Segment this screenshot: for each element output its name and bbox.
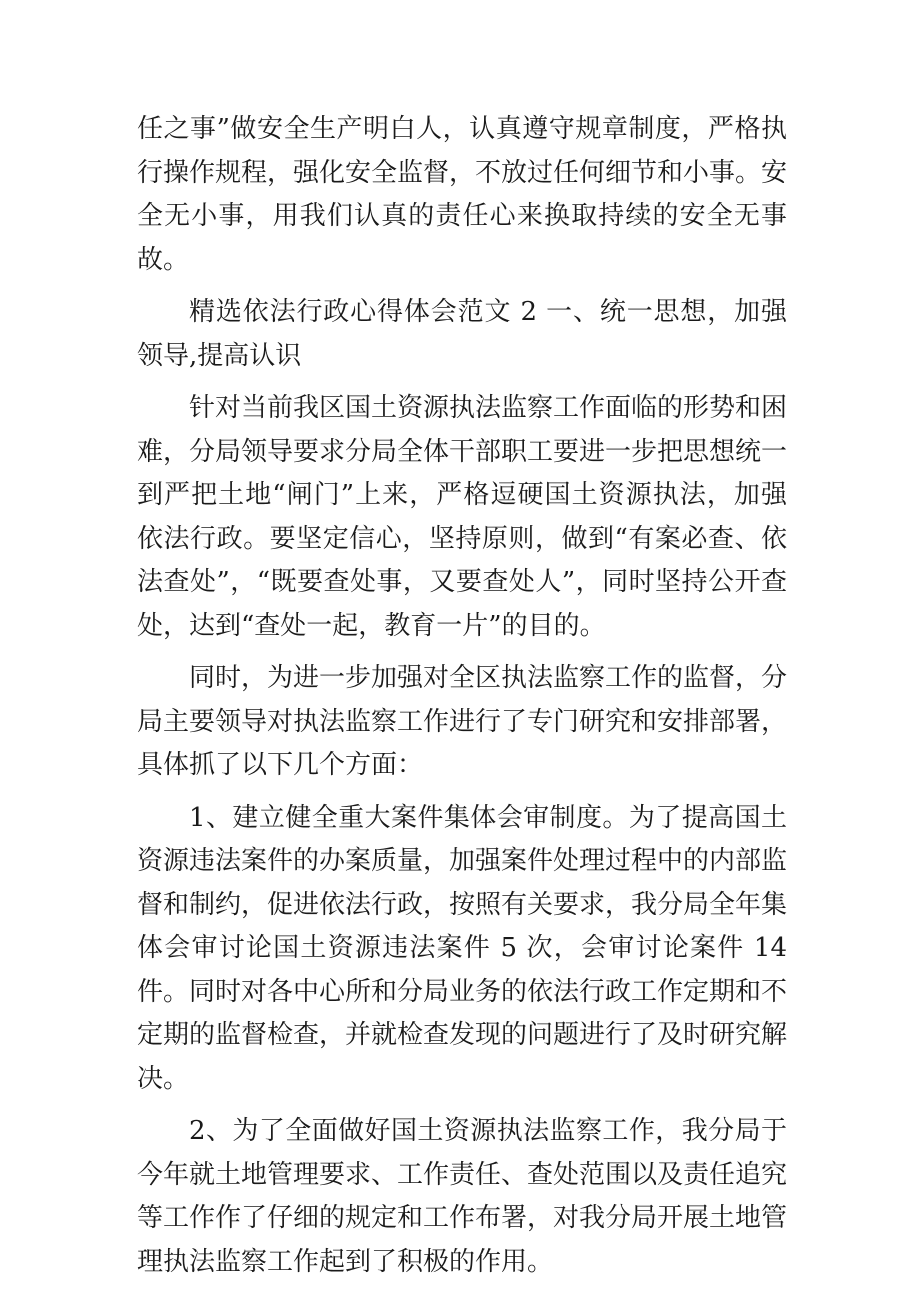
paragraph-continuation: 任之事”做安全生产明白人，认真遵守规章制度，严格执行操作规程，强化安全监督，不放过任何细节和小事。安全无小事，用我们认真的责任心来换取持续的安全无事故。	[137, 114, 788, 275]
paragraph-item-1: 1、建立健全重大案件集体会审制度。为了提高国土资源违法案件的办案质量，加强案件处理过程中的内部监督和制约，促进依法行政，按照有关要求，我分局全年集体会审讨论国土资源违法案件 5 次，会审讨论案件 14 件。同时对各中心所和分局业务的依法行政工作定期和不定期的监督检查，并就检查发现的问题进行了及时研究解决。	[137, 802, 788, 1094]
paragraph-section-heading: 精选依法行政心得体会范文 2 一、统一思想，加强领导,提高认识	[137, 297, 787, 371]
paragraph-body: 针对当前我区国土资源执法监察工作面临的形势和困难，分局领导要求分局全体干部职工要进一步把思想统一到严把土地“闸门”上来，严格逗硬国土资源执法，加强依法行政。要坚定信心，坚持原则，做到“有案必查、依法查处”，“既要查处事，又要查处人”，同时坚持公开查处，达到“查处一起，教育一片”的目的。	[137, 393, 788, 641]
paragraph-item-2: 2、为了全面做好国土资源执法监察工作，我分局于今年就土地管理要求、工作责任、查处范围以及责任追究等工作作了仔细的规定和工作布署，对我分局开展土地管理执法监察工作起到了积极的作用。	[137, 1116, 788, 1277]
document-body	[137, 108, 787, 1293]
paragraph-body: 同时，为进一步加强对全区执法监察工作的监督，分局主要领导对执法监察工作进行了专门研究和安排部署，具体抓了以下几个方面：	[137, 663, 788, 780]
